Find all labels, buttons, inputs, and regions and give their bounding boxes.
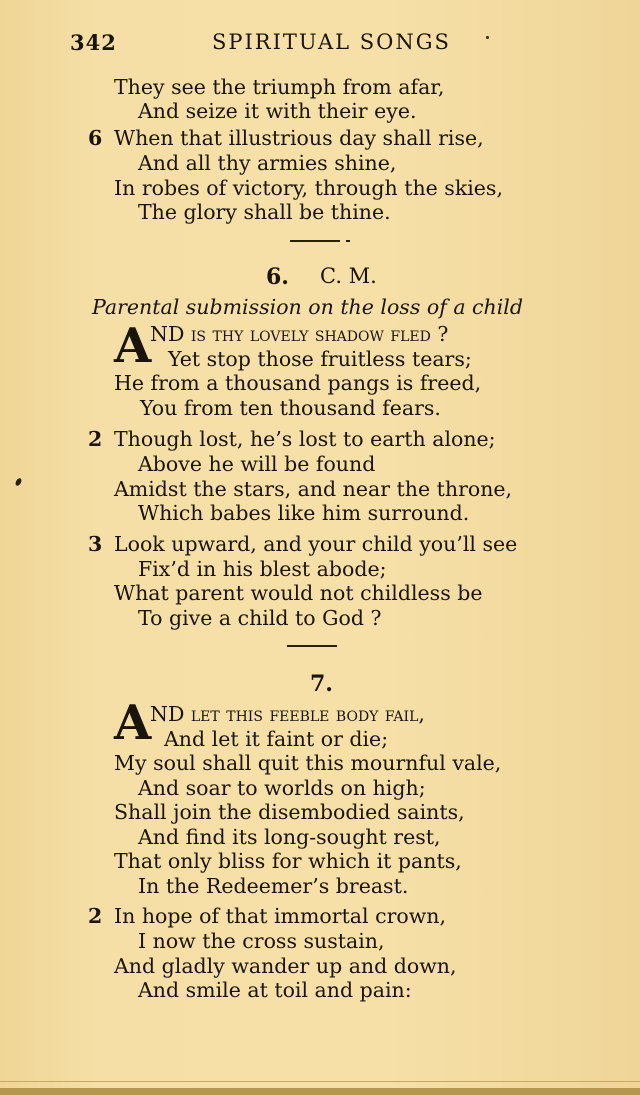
verse-line: Amidst the stars, and near the throne, (114, 477, 513, 501)
verse-line: And let it faint or die; (164, 727, 389, 751)
verse-line: ND let this feeble body fail, (150, 702, 425, 726)
running-head (70, 30, 590, 60)
hymn-number: 6. (266, 264, 289, 290)
page-number: 342 (70, 30, 117, 55)
verse-line: ND is thy lovely shadow fled ? (150, 322, 449, 346)
verse-line: Fix’d in his blest abode; (138, 557, 387, 581)
verse-line: My soul shall quit this mournful vale, (114, 751, 502, 775)
hymn-meter: C. M. (320, 264, 377, 288)
verse-number: 6 (88, 126, 103, 150)
verse-line: And gladly wander up and down, (114, 954, 457, 978)
verse-number: 2 (88, 904, 103, 928)
verse-line: In the Redeemer’s breast. (138, 874, 409, 898)
verse-line: You from ten thousand fears. (140, 396, 441, 420)
verse-line: In hope of that immortal crown, (114, 904, 446, 928)
drop-cap: A (114, 318, 152, 374)
verse-line: The glory shall be thine. (138, 200, 391, 224)
hymn-number: 7. (310, 671, 333, 697)
drop-cap: A (114, 695, 152, 751)
print-speck (486, 36, 489, 39)
verse-line: Look upward, and your child you’ll see (114, 532, 518, 556)
verse-line: What parent would not childless be (114, 581, 483, 605)
ink-mark (14, 477, 22, 486)
verse-line: And all thy armies shine, (138, 151, 397, 175)
verse-line: Yet stop those fruitless tears; (168, 347, 472, 371)
verse-line: He from a thousand pangs is freed, (114, 371, 482, 395)
page-bottom-edge (0, 1088, 640, 1095)
verse-line: When that illustrious day shall rise, (114, 126, 484, 150)
verse-line: And seize it with their eye. (138, 99, 417, 123)
page-edge-line (0, 1081, 640, 1082)
verse-number: 2 (88, 427, 103, 451)
verse-line: Though lost, he’s lost to earth alone; (114, 427, 496, 451)
verse-line: Shall join the disembodied saints, (114, 800, 465, 824)
running-title: SPIRITUAL SONGS (212, 30, 451, 54)
section-rule (287, 645, 337, 647)
verse-line: To give a child to God ? (138, 606, 382, 630)
verse-line: And smile at toil and pain: (138, 978, 412, 1002)
verse-line: And soar to worlds on high; (138, 776, 426, 800)
verse-line: I now the cross sustain, (138, 929, 385, 953)
verse-line: And find its long-sought rest, (138, 825, 441, 849)
verse-line: That only bliss for which it pants, (114, 849, 462, 873)
verse-line: Above he will be found (138, 452, 376, 476)
verse-line: They see the triumph from afar, (114, 75, 445, 99)
verse-number: 3 (88, 532, 103, 556)
verse-line: In robes of victory, through the skies, (114, 176, 503, 200)
hymn-subtitle: Parental submission on the loss of a child (92, 295, 523, 319)
section-rule (290, 240, 340, 242)
verse-line: Which babes like him surround. (138, 501, 470, 525)
rule-dot (346, 240, 350, 242)
